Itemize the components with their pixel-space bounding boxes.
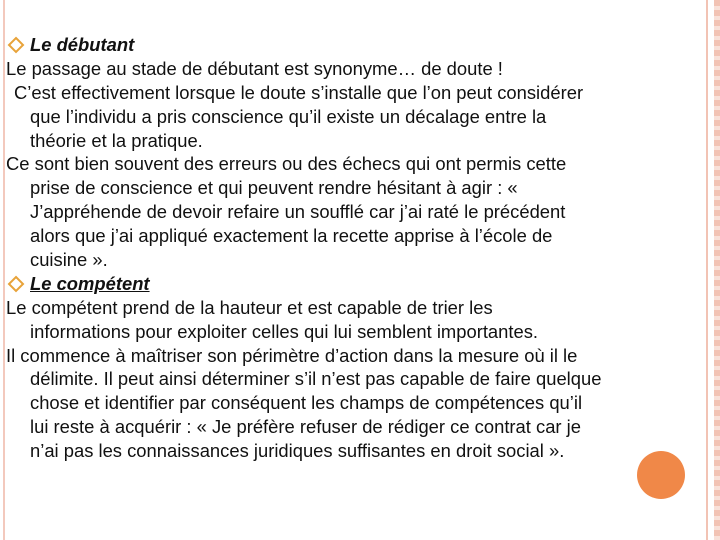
paragraph-line: chose et identifier par conséquent les champs de compétences qu’il xyxy=(30,392,583,414)
section-heading-row xyxy=(6,33,712,57)
slide-accent-dot xyxy=(637,451,685,499)
diamond-outline-icon xyxy=(6,35,26,55)
paragraph-line: informations pour exploiter celles qui lui semblent importantes. xyxy=(30,320,539,342)
paragraph-line: délimite. Il peut ainsi déterminer s’il n’est pas capable de faire quelque xyxy=(30,368,602,390)
slide-content xyxy=(6,33,712,463)
paragraph-line: Le compétent prend de la hauteur et est capable de trier les xyxy=(6,296,493,318)
paragraph-line: Ce sont bien souvent des erreurs ou des échecs qui ont permis cette xyxy=(6,153,567,175)
paragraph-line: Le passage au stade de débutant est synonyme… de doute ! xyxy=(6,57,503,79)
section-heading-row xyxy=(6,272,712,296)
paragraph-line: cuisine ». xyxy=(30,249,108,271)
paragraph-line: J’appréhende de devoir refaire un soufflé car j’ai raté le précédent xyxy=(30,201,566,223)
diamond-outline-icon xyxy=(6,274,26,294)
slide-right-border xyxy=(714,0,720,540)
paragraph-line: alors que j’ai appliqué exactement la recette apprise à l’école de xyxy=(30,225,553,247)
paragraph-line: que l’individu a pris conscience qu’il existe un décalage entre la xyxy=(30,105,547,127)
paragraph-line: C’est effectivement lorsque le doute s’installe que l’on peut considérer xyxy=(14,81,584,103)
paragraph-line: lui reste à acquérir : « Je préfère refuser de rédiger ce contrat car je xyxy=(30,416,581,438)
paragraph-line: prise de conscience et qui peuvent rendre hésitant à agir : « xyxy=(30,177,518,199)
paragraph-line: n’ai pas les connaissances juridiques suffisantes en droit social ». xyxy=(30,440,565,462)
paragraph-line: théorie et la pratique. xyxy=(30,129,203,151)
paragraph-line: Il commence à maîtriser son périmètre d’action dans la mesure où il le xyxy=(6,344,578,366)
section-heading: Le débutant xyxy=(30,34,135,55)
section-heading: Le compétent xyxy=(30,272,150,294)
slide-left-border xyxy=(3,0,5,540)
